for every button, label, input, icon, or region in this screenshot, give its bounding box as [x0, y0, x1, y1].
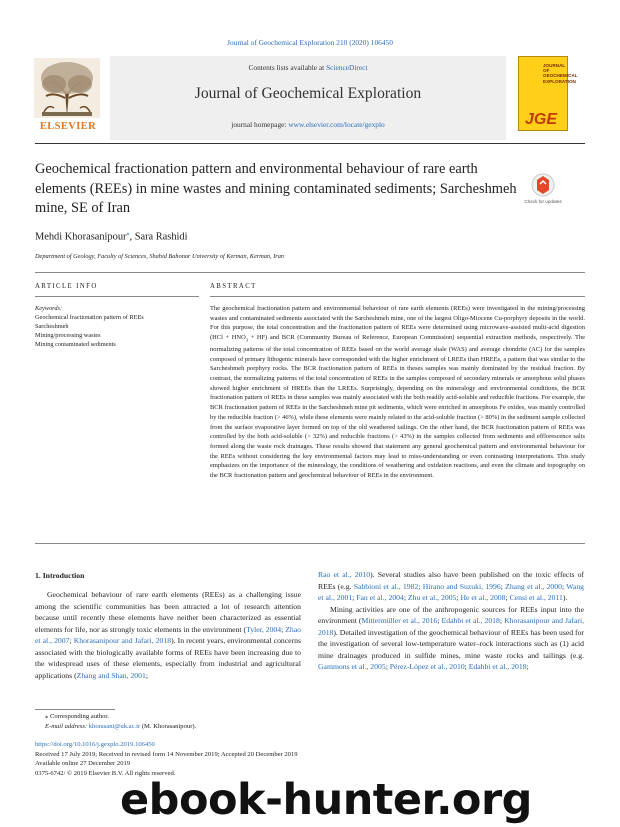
corresponding-mark[interactable]: ⁎ [126, 231, 130, 237]
text: ; [352, 593, 357, 602]
citation-link[interactable]: Edahbi et al., 2018 [468, 662, 527, 671]
contents-line [110, 63, 506, 72]
citation-link[interactable]: Zhang et al., 2000 [505, 581, 562, 591]
citation-link[interactable]: Mittermüller et al., 2016 [361, 616, 438, 625]
author-separator: , [129, 231, 135, 243]
homepage-line [110, 120, 506, 129]
copyright: 0375-6742/ © 2019 Elsevier B.V. All rights reserved. [35, 770, 176, 778]
citation-link[interactable]: Zhu et al., 2005 [407, 593, 457, 602]
article-info-heading: ARTICLE INFO [35, 283, 98, 290]
journal-cover-thumbnail[interactable] [518, 56, 578, 131]
keywords-label: Keywords: [35, 305, 63, 312]
abstract-text [210, 304, 585, 481]
text: ; [526, 662, 529, 671]
divider [35, 272, 585, 273]
email-label: E-mail address: [45, 723, 89, 730]
intro-right-column [318, 569, 584, 673]
keyword: Sarcheshmeh [35, 323, 69, 330]
text: Geochemical behaviour of rare earth elements (REEs) as a challenging issue among the scientific communities has been attracted a lot of research attention because until recently these elements have neither been characterized as essential elements for life, nor as strongly toxic elements in the environment ( [35, 590, 301, 634]
text: ; [385, 662, 390, 671]
text: ; [281, 624, 286, 634]
citation-link[interactable]: Rao et al., 2010 [318, 570, 371, 579]
subscript: 3 [245, 337, 248, 343]
abstract-part: The geochemical fractionation pattern and environmental behaviour of rare earth elements (REEs) were investigated in the mining/processing wastes and contaminated sediments associated with the Sarcheshmeh mine, one of the largest Oligo-Miocene Cu-porphyry deposits in the world. For this purpose, the total concentration and the fractionation pattern of REEs were determined using microwave-assisted multi-acid digestion (HCl + HNO [210, 305, 585, 342]
footnote [35, 712, 196, 732]
cover-title: JOURNAL OF GEOCHEMICAL EXPLORATION [543, 63, 578, 84]
text: ). Several studies also have been published on the toxic effects of REEs (e.g. [318, 570, 584, 591]
author-1[interactable]: Mehdi Khorasanipour [35, 231, 127, 243]
badge-label: Check for updates [524, 199, 562, 204]
text: ; [505, 593, 510, 602]
affiliation: Department of Geology, Faculty of Sciences, Shahid Bahonar University of Kerman, Kerman, Iran [35, 253, 285, 260]
keyword: Geochemical fractionation pattern of REEs [35, 314, 144, 321]
citation-link[interactable]: Zhao et al., 2007 [35, 624, 301, 645]
homepage-link[interactable]: www.elsevier.com/locate/gexplo [288, 120, 385, 129]
email-line [35, 722, 196, 732]
email-link[interactable]: khorasani@uk.ac.ir [88, 723, 141, 730]
email-owner: (M. Khorasanipour). [140, 723, 197, 730]
citation-link[interactable]: Khorasanipour and Jafari, 2018 [318, 616, 585, 637]
text: Mining activities are one of the anthropogenic sources for REEs input into the environment ( [318, 604, 584, 625]
citation-link[interactable]: He et al., 2008 [460, 593, 506, 602]
citation-link[interactable]: Zhang and Shan, 2001 [76, 670, 146, 680]
citation-link[interactable]: Edahbi et al., 2018 [441, 616, 500, 625]
corresponding-text: Corresponding author. [48, 713, 109, 720]
available-online: Available online 27 December 2019 [35, 760, 131, 768]
abstract-part: + HF) and BCR (Community Bureau of Reference, European Commission) sequential extraction methods, respectively. The normalizing patterns of the total concentration of REEs based on the world average shale (WAS) and average chondrite (AC) for the samples composed of primary lithogenic minerals have corresponded with the higher enrichment of LREEs than HREEs, a pattern that was similar to the Sarcheshmeh porphyry rocks. The BCR fractionation pattern of REEs in theses samples was mainly dominated by the residual fraction. By contrast, the normalizing patterns of the total concentration of REEs in the samples composed of secondary minerals or amorphous solid phases showed higher enrichment of HREEs than the LREEs. Surprisingly, depending on the mineralogy and environmental conditions, the BCR fractionation pattern of REEs in these samples was mainly associated with the both readily acid-soluble and reducible fractions. For example, the BCR fractionation pattern of REEs in the Sarcheshmeh mine pit sediments, which were enriched in amorphous Fe oxides, was mainly controlled by the reducible fraction (> 46%), while these elements were mainly related to the acid-soluble fraction (> 80%) in the sediment sample collected from the surface evaporative layer formed on top of the old weathered tailings. On the other hand, the BCR fractionation pattern of REEs was controlled by the both acid-soluble (> 32%) and reducible fractions (> 43%) in the samples collected from sediments and efflorescence salts formed along the waste rock drainages. These results showed that statement any general geochemical pattern and environmental behaviour for the REEs without considering the key environmental factors may lead to miss-understanding or even contrasting interpretations. This study emphasizes on the importance of the mineralogy, the conditions of weathering and oxidation reactions, and even the climate and topography on the BCR fractionation pattern and geochemical behaviour of REEs in the environment. [210, 334, 585, 479]
text: ; [500, 581, 506, 591]
text: ; [145, 670, 148, 680]
text: ; [464, 662, 469, 671]
author-2[interactable]: Sara Rashidi [134, 231, 188, 243]
text: ; [499, 616, 505, 625]
text: ). Detailed investigation of the geochemical behaviour of REEs has been used for the investigation of several low-temperature water–rock interactions such as (1) acid mine drainages produced in sulfide mines, mine waste rocks and tailings (e.g. [318, 627, 584, 660]
text: ). [562, 593, 568, 602]
corresponding-author-note [35, 712, 196, 722]
sciencedirect-link[interactable]: ScienceDirect [326, 63, 368, 72]
divider [210, 296, 585, 297]
check-for-updates-icon[interactable] [523, 170, 563, 210]
abstract-heading: ABSTRACT [210, 283, 257, 290]
citation-link[interactable]: Sabbioni et al., 1982 [353, 581, 419, 591]
received-dates: Received 17 July 2019; Received in revised form 14 November 2019; Accepted 20 December 2019 [35, 750, 298, 758]
divider [35, 543, 585, 544]
homepage-prefix: journal homepage: [231, 120, 289, 129]
elsevier-wordmark: ELSEVIER [39, 121, 97, 132]
header-rule [35, 143, 585, 144]
keyword: Mining contaminated sediments [35, 341, 116, 348]
intro-left-column [35, 589, 301, 681]
contents-prefix: Contents lists available at [248, 63, 327, 72]
citation-link[interactable]: Fan et al., 2004 [356, 593, 404, 602]
watermark: ebook-hunter.org [120, 775, 532, 825]
journal-reference[interactable]: Journal of Geochemical Exploration 210 (2020) 106450 [227, 38, 393, 47]
footnote-rule [35, 709, 115, 710]
text: ; [437, 616, 442, 625]
keyword: Mining/processing wastes [35, 332, 101, 339]
section-heading: 1. Introduction [35, 571, 85, 580]
publication-info [35, 740, 298, 779]
paper-title: Geochemical fractionation pattern and environmental behaviour of rare earth elements (REEs) in mine wastes and mining contaminated sediments; Sarcheshmeh mine, SE of Iran [35, 161, 517, 217]
citation-link[interactable]: Hirano and Suzuki, 1996 [422, 581, 501, 591]
footnote-mark: ⁎ [45, 713, 49, 720]
citation-link[interactable]: Tyler, 2004 [246, 624, 282, 634]
text: ; [418, 581, 423, 591]
citation-link[interactable]: Pérez-López et al., 2010 [389, 662, 465, 671]
text: ; [561, 581, 567, 591]
citation-link[interactable]: Wang et al., 2001 [318, 581, 585, 602]
doi-link[interactable]: https://doi.org/10.1016/j.gexplo.2019.106450 [35, 741, 155, 748]
citation-link[interactable]: Censi et al., 2011 [509, 593, 563, 602]
text: ; [403, 593, 408, 602]
cover-jge: JGE [525, 111, 558, 128]
journal-title: Journal of Geochemical Exploration [194, 85, 422, 102]
citation-link[interactable]: Gammons et al., 2005 [318, 662, 386, 671]
text: ; [69, 636, 74, 645]
author-list [35, 230, 188, 242]
citation-link[interactable]: Khorasanipour and Jafari, 2018 [73, 636, 172, 645]
text: ). In recent years, environmental concerns associated with the biologically available forms of REEs have been increasing due to the widespread uses of these elements, especially from industrial and agricultural applications ( [35, 636, 301, 680]
text: ; [456, 593, 461, 602]
divider [35, 296, 199, 297]
